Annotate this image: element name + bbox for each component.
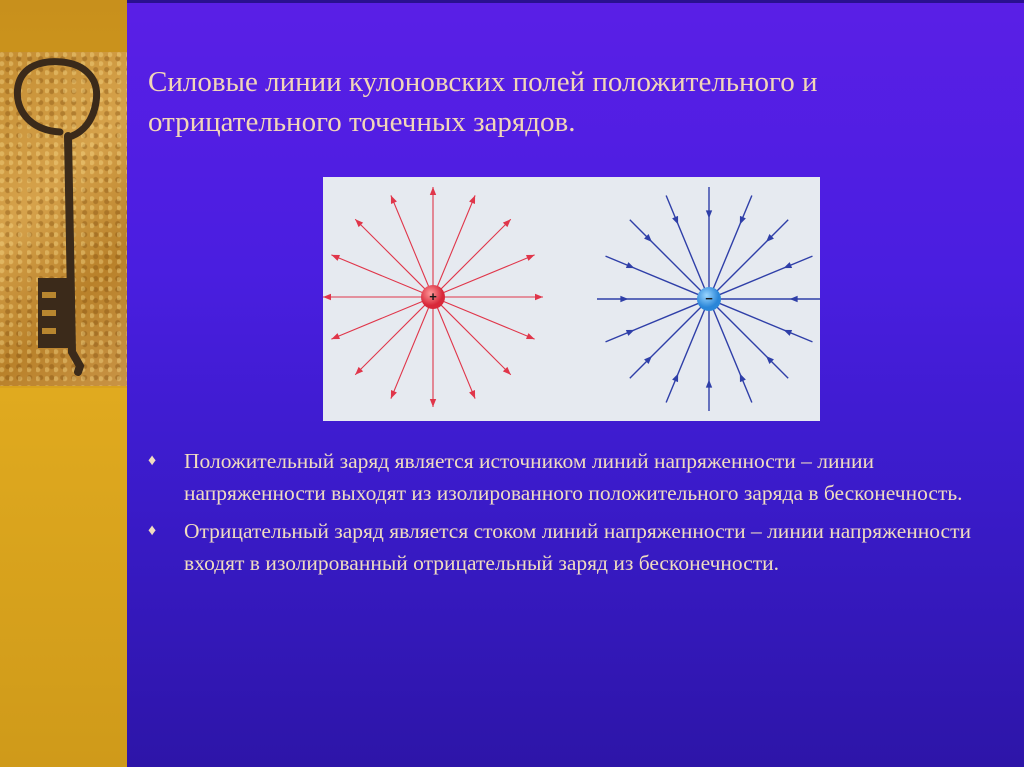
field-lines-diagram — [323, 177, 820, 421]
field-arrowhead — [706, 210, 712, 218]
field-arrowhead — [430, 399, 436, 407]
field-arrowhead — [526, 333, 535, 339]
field-arrowhead — [469, 390, 475, 399]
field-arrowhead — [626, 262, 635, 268]
field-arrowhead — [784, 330, 793, 336]
field-arrowhead — [626, 330, 635, 336]
field-arrowhead — [526, 255, 535, 261]
field-arrowhead — [784, 262, 793, 268]
field-arrowhead — [391, 390, 397, 399]
bullet-list — [148, 445, 978, 585]
field-arrowhead — [391, 195, 397, 204]
top-rule — [127, 0, 1024, 3]
left-decor-strip-bottom — [0, 388, 127, 767]
field-arrowhead — [706, 380, 712, 388]
field-arrowhead — [535, 294, 543, 300]
field-arrowhead — [331, 255, 340, 261]
field-arrowhead — [740, 374, 746, 383]
bullet-item-negative — [148, 515, 978, 579]
diamond-bullet-icon: ♦ — [148, 522, 157, 539]
field-arrowhead — [331, 333, 340, 339]
bullet-item-positive — [148, 445, 978, 509]
field-arrowhead — [790, 296, 798, 302]
field-arrowhead — [430, 187, 436, 195]
field-arrowhead — [672, 374, 678, 383]
field-arrowhead — [740, 216, 746, 225]
bullet-text: Положительный заряд является источником линий напряженности – линии напряженности выходят из изолированного положительного заряда в бесконечность. — [184, 449, 963, 505]
field-arrowhead — [323, 294, 331, 300]
field-arrowhead — [469, 195, 475, 204]
diamond-bullet-icon: ♦ — [148, 452, 157, 469]
positive-charge-sign: + — [429, 289, 437, 304]
slide-title: Силовые линии кулоновских полей положительного и отрицательного точечных зарядов. — [148, 66, 818, 138]
negative-charge-sign: − — [705, 291, 713, 306]
bullet-text: Отрицательный заряд является стоком линий напряженности – линии напряженности входят в изолированный отрицательный заряд из бесконечности. — [184, 519, 971, 575]
field-arrowhead — [620, 296, 628, 302]
key-icon — [0, 52, 127, 386]
field-arrowhead — [672, 216, 678, 225]
